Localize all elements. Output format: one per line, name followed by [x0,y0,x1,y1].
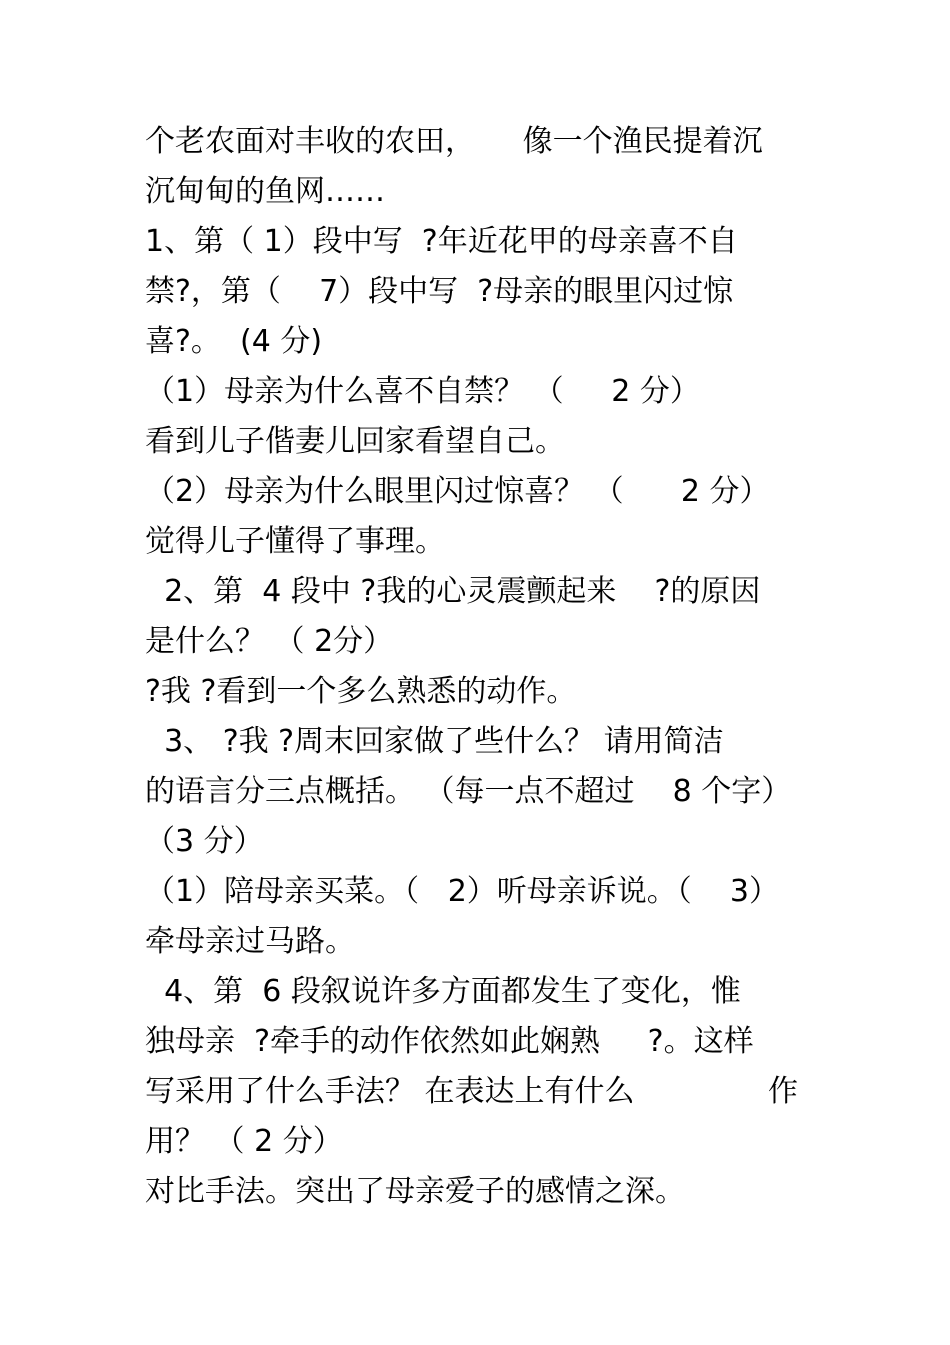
text-line: 用？ （ 2 分） [145,1124,343,1159]
sub-question-2: （2）母亲为什么眼里闪过惊喜？ （ 2 分） [145,474,770,509]
answer-line: ?我 ?看到一个多么熟悉的动作。 [145,674,577,709]
question-3-line: 3、 ?我 ?周末回家做了些什么？ 请用简洁 [145,724,724,759]
text-line: 沉甸甸的鱼网…… [145,174,385,209]
answer-line: 看到儿子偕妻儿回家看望自己。 [145,424,565,459]
text-line: 的语言分三点概括。 （每一点不超过 8 个字） [145,774,792,809]
text-line: 禁?，第（ 7）段中写 ?母亲的眼里闪过惊 [145,274,734,309]
text-line: 是什么？ （ 2分） [145,624,394,659]
question-2-line: 2、第 4 段中 ?我的心灵震颤起来 ?的原因 [145,574,761,609]
text-line: （3 分） [145,824,264,859]
answer-line: 牵母亲过马路。 [145,924,355,959]
question-1-line: 1、第（ 1）段中写 ?年近花甲的母亲喜不自 [145,224,738,259]
sub-question-1: （1）母亲为什么喜不自禁？ （ 2 分） [145,374,700,409]
question-4-line: 4、第 6 段叙说许多方面都发生了变化，惟 [145,974,741,1009]
text-line: 写采用了什么手法？ 在表达上有什么 作 [145,1074,799,1109]
answer-line: 对比手法。突出了母亲爱子的感情之深。 [145,1174,685,1209]
text-line: 独母亲 ?牵手的动作依然如此娴熟 ?。这样 [145,1024,754,1059]
answer-line: 觉得儿子懂得了事理。 [145,524,445,559]
text-line: 个老农面对丰收的农田， 像一个渔民提着沉 [145,124,763,159]
answer-line: （1）陪母亲买菜。（ 2）听母亲诉说。（ 3） [145,874,780,909]
text-line: 喜?。 (4 分) [145,324,323,359]
